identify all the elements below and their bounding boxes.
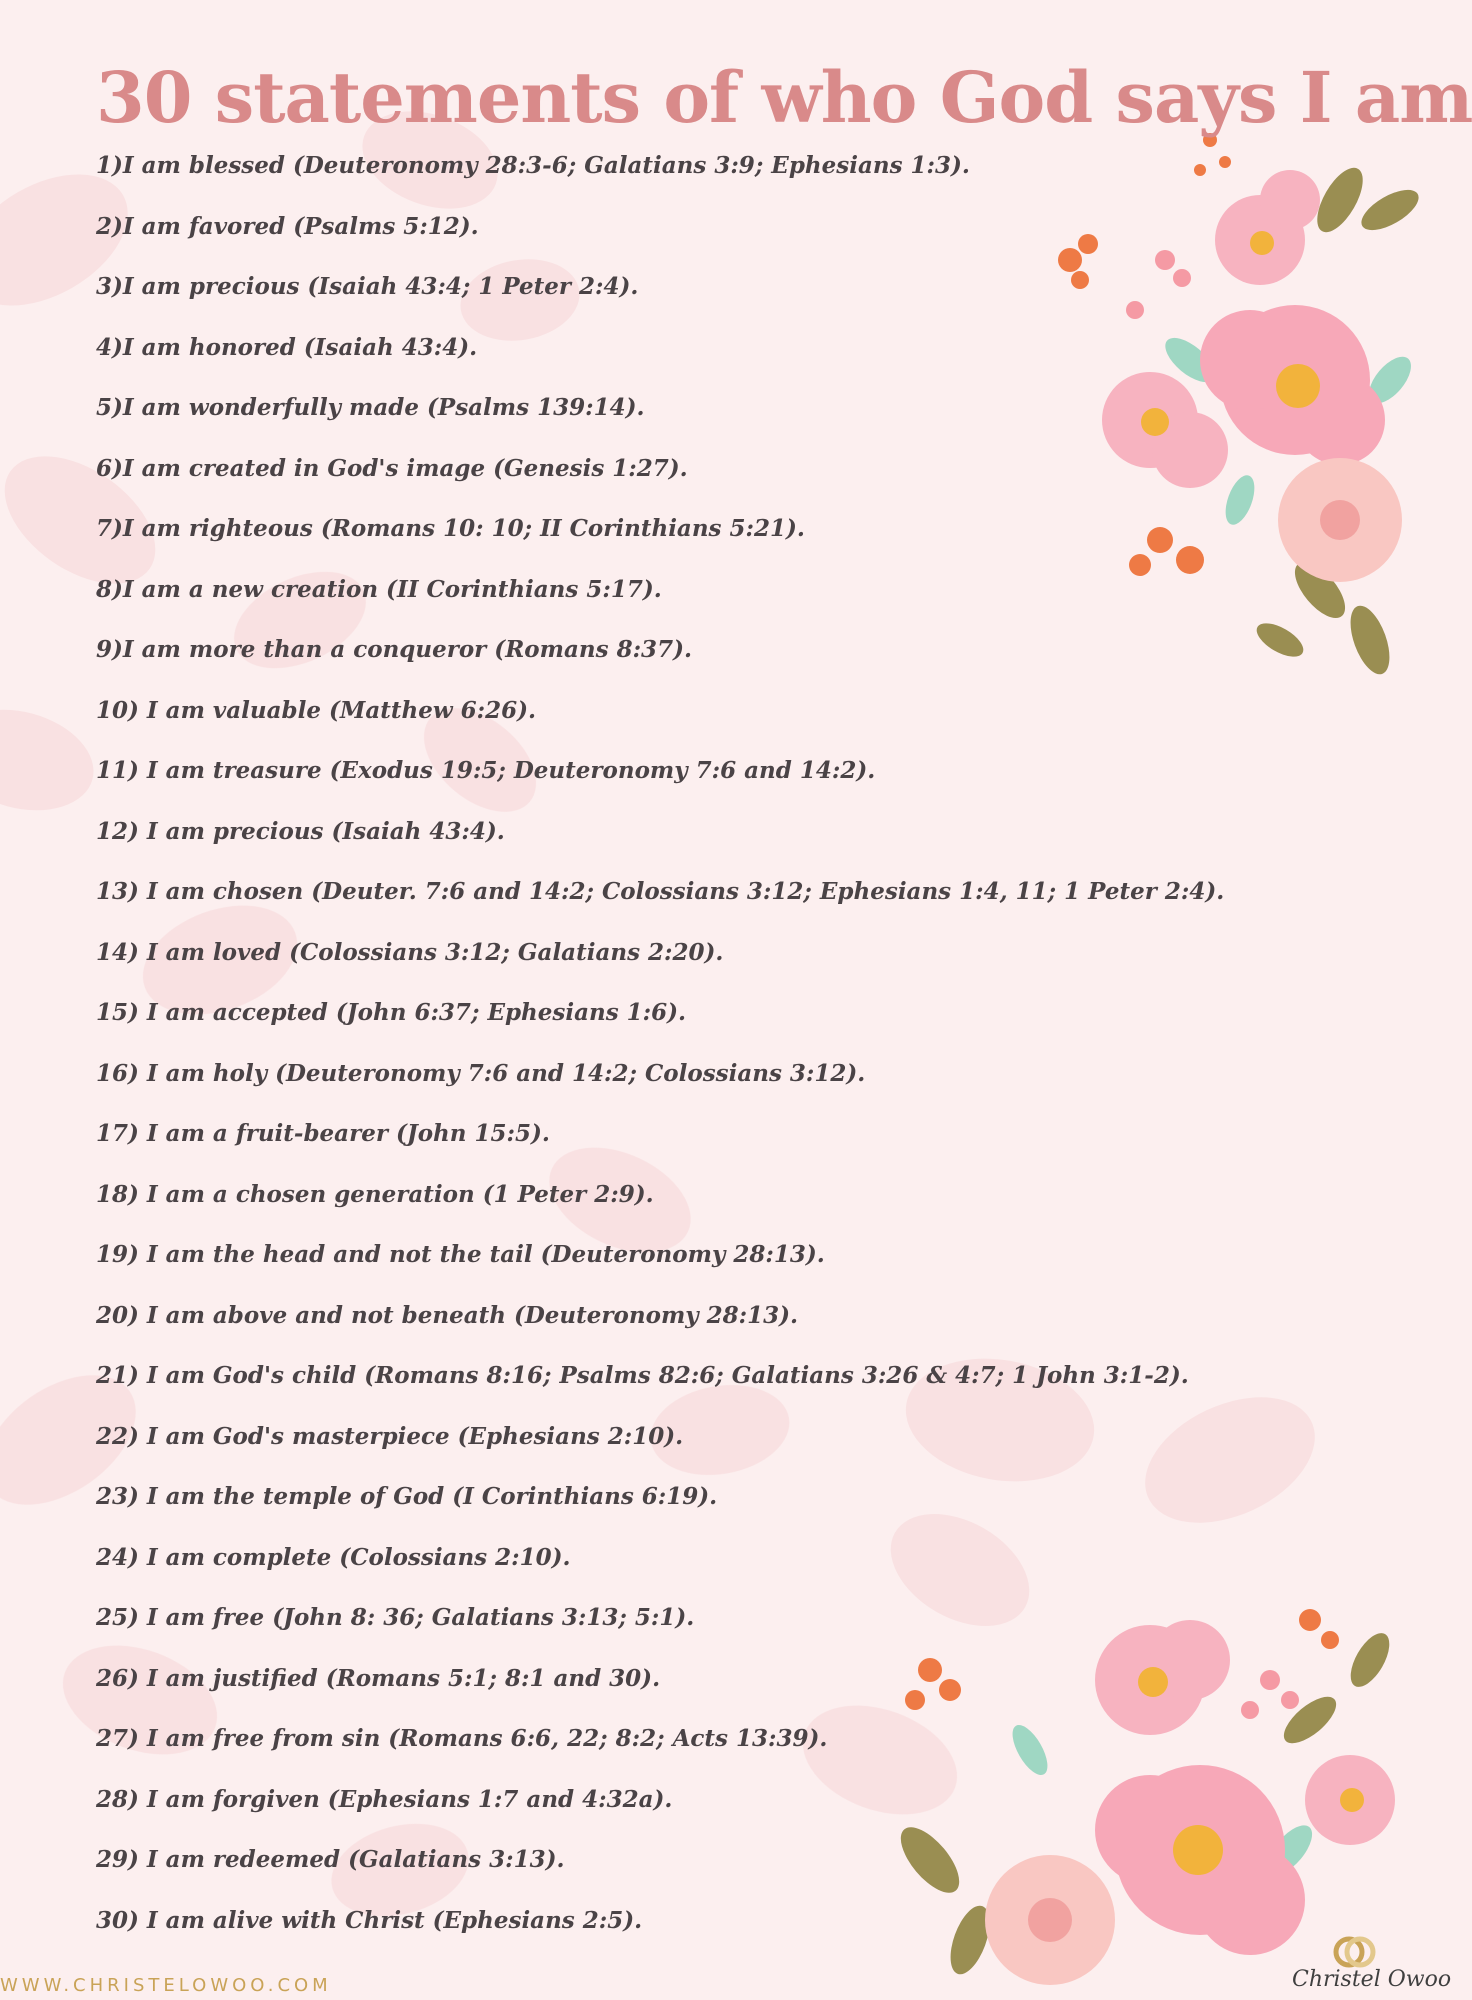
statement-2: 2)I am favored (Psalms 5:12). [96, 212, 479, 240]
statement-14: 14) I am loved (Colossians 3:12; Galatians 2:20). [96, 938, 724, 966]
statement-1: 1)I am blessed (Deuteronomy 28:3-6; Galatians 3:9; Ephesians 1:3). [96, 152, 970, 179]
statement-9: 9)I am more than a conqueror (Romans 8:37). [96, 636, 692, 663]
statement-13: 13) I am chosen (Deuter. 7:6 and 14:2; Colossians 3:12; Ephesians 1:4, 11; 1 Peter 2:4). [96, 878, 1225, 905]
statement-21: 21) I am God's child (Romans 8:16; Psalms 82:6; Galatians 3:26 & 4:7; 1 John 3:1-2). [96, 1362, 1189, 1389]
statement-19: 19) I am the head and not the tail (Deuteronomy 28:13). [96, 1241, 825, 1268]
statement-30: 30) I am alive with Christ (Ephesians 2:5). [96, 1906, 643, 1934]
statement-8: 8)I am a new creation (II Corinthians 5:17). [96, 575, 662, 603]
statement-24: 24) I am complete (Colossians 2:10). [96, 1543, 571, 1571]
logo-text: Christel Owoo [1292, 1967, 1452, 1992]
statement-17: 17) I am a fruit-bearer (John 15:5). [96, 1120, 550, 1147]
statement-22: 22) I am God's masterpiece (Ephesians 2:10). [96, 1422, 684, 1450]
statement-3: 3)I am precious (Isaiah 43:4; 1 Peter 2:4). [96, 273, 639, 300]
statement-23: 23) I am the temple of God (I Corinthians 6:19). [96, 1483, 718, 1510]
statement-26: 26) I am justified (Romans 5:1; 8:1 and 30). [96, 1664, 661, 1692]
christel-owoo-logo [1292, 1930, 1452, 2000]
statement-list [96, 146, 1224, 1961]
statement-29: 29) I am redeemed (Galatians 3:13). [96, 1846, 565, 1873]
statement-4: 4)I am honored (Isaiah 43:4). [96, 333, 478, 361]
statement-5: 5)I am wonderfully made (Psalms 139:14). [96, 394, 645, 421]
statement-15: 15) I am accepted (John 6:37; Ephesians 1:6). [96, 999, 687, 1026]
statement-18: 18) I am a chosen generation (1 Peter 2:9). [96, 1180, 654, 1208]
statement-25: 25) I am free (John 8: 36; Galatians 3:13; 5:1). [96, 1604, 695, 1631]
statement-11: 11) I am treasure (Exodus 19:5; Deuteronomy 7:6 and 14:2). [96, 757, 876, 784]
statement-28: 28) I am forgiven (Ephesians 1:7 and 4:32a). [96, 1785, 673, 1813]
statement-12: 12) I am precious (Isaiah 43:4). [96, 817, 505, 845]
statement-7: 7)I am righteous (Romans 10: 10; II Corinthians 5:21). [96, 515, 805, 542]
statement-6: 6)I am created in God's image (Genesis 1:27). [96, 454, 688, 482]
website-url: WWW.CHRISTELOWOO.COM [0, 1975, 332, 1996]
statement-10: 10) I am valuable (Matthew 6:26). [96, 696, 537, 724]
statement-27: 27) I am free from sin (Romans 6:6, 22; 8:2; Acts 13:39). [96, 1725, 828, 1752]
statement-16: 16) I am holy (Deuteronomy 7:6 and 14:2; Colossians 3:12). [96, 1059, 866, 1087]
statement-20: 20) I am above and not beneath (Deuteronomy 28:13). [96, 1301, 799, 1329]
page-title: 30 statements of who God says I am [96, 56, 1472, 139]
